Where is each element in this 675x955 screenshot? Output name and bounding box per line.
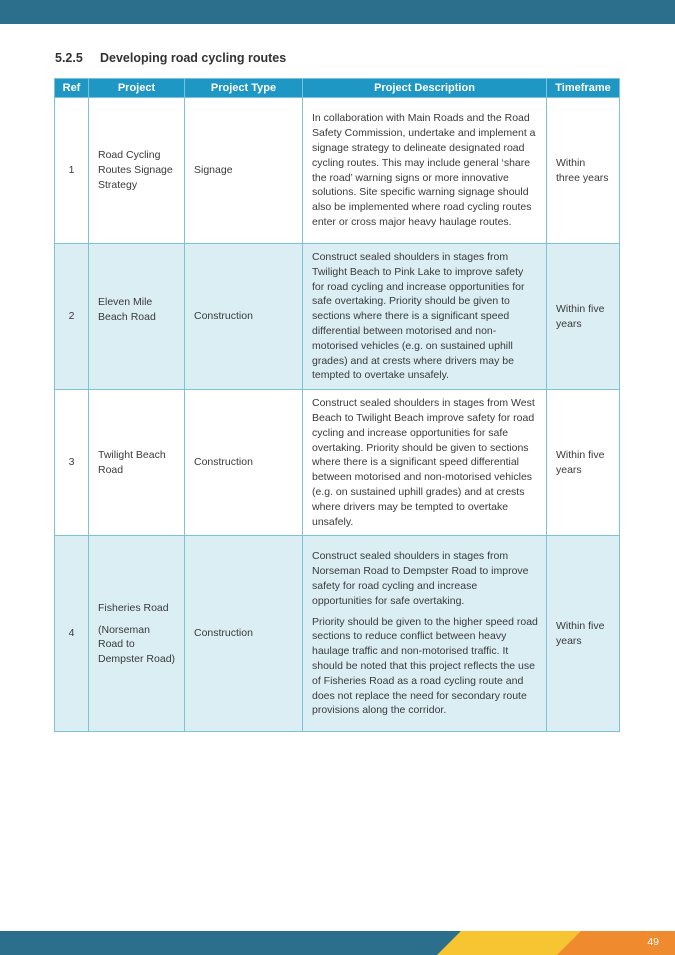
section-number: 5.2.5 [55,51,83,65]
row-timeframe: Within three years [547,98,620,244]
row-description-para-1: Construct sealed shoulders in stages from Norseman Road to Dempster Road to improve safety for road cycling and increase opportunities for safe overtaking. [312,550,529,607]
row-project: Road Cycling Routes Signage Strategy [89,98,185,244]
table-row [55,98,620,244]
row-project-type: Signage [185,98,303,244]
projects-table [54,78,620,732]
row-ref: 4 [55,536,89,732]
page-number: 49 [647,936,659,948]
header-timeframe: Timeframe [547,79,620,98]
row-timeframe: Within five years [547,244,620,390]
row-description: Construct sealed shoulders in stages from West Beach to Twilight Beach improve safety for road cycling and increase opportunities for safe overtaking. Priority should be given to sections where there is a significant speed differential between motorised and non-motorised vehicles (e.g. on sustained uphill grades) and at crests where drivers may be tempted to overtake unsafely. [303,390,547,536]
row-project-type: Construction [185,244,303,390]
row-timeframe: Within five years [547,536,620,732]
table-row [55,536,620,732]
row-project: Eleven Mile Beach Road [89,244,185,390]
header-project-description: Project Description [303,79,547,98]
row-description: In collaboration with Main Roads and the Road Safety Commission, undertake and implement a signage strategy to delineate designated road cycling routes. This may include general ‘share the road’ warning signs or more innovative solutions. Site specific warning signage should also be implemented where road cycling routes enter or cross major heavy haulage routes. [303,98,547,244]
row-ref: 2 [55,244,89,390]
row-description: Construct sealed shoulders in stages from Twilight Beach to Pink Lake to improve safety for road cycling and increase opportunities for safe overtaking. Priority should be given to sections where there is a significant speed differential between motorised and non-motorised vehicles (e.g. on sustained uphill grades) and at crests where drivers may be tempted to overtake unsafely. [303,244,547,390]
row-timeframe: Within five years [547,390,620,536]
row-project-note: (Norseman Road to Dempster Road) [98,623,176,666]
section-title: Developing road cycling routes [100,51,287,65]
header-project: Project [89,79,185,98]
table-row [55,390,620,536]
row-description-para-2: Priority should be given to the higher speed road sections to reduce conflict between heavy haulage traffic and non-motorised traffic. It should be noted that this project reflects the use of Fisheries Road as a road cycling route and does not replace the need for secondary route provisions along the corridor. [312,615,538,717]
row-project-type: Construction [185,536,303,732]
header-ref: Ref [55,79,89,98]
row-project-type: Construction [185,390,303,536]
section-heading [55,51,286,65]
row-project: Twilight Beach Road [89,390,185,536]
row-ref: 1 [55,98,89,244]
row-project-name: Fisheries Road [98,601,169,614]
header-project-type: Project Type [185,79,303,98]
row-ref: 3 [55,390,89,536]
table-row [55,244,620,390]
table-header-row [55,79,620,98]
row-project [89,536,185,732]
row-description [303,536,547,732]
top-banner [0,0,675,24]
